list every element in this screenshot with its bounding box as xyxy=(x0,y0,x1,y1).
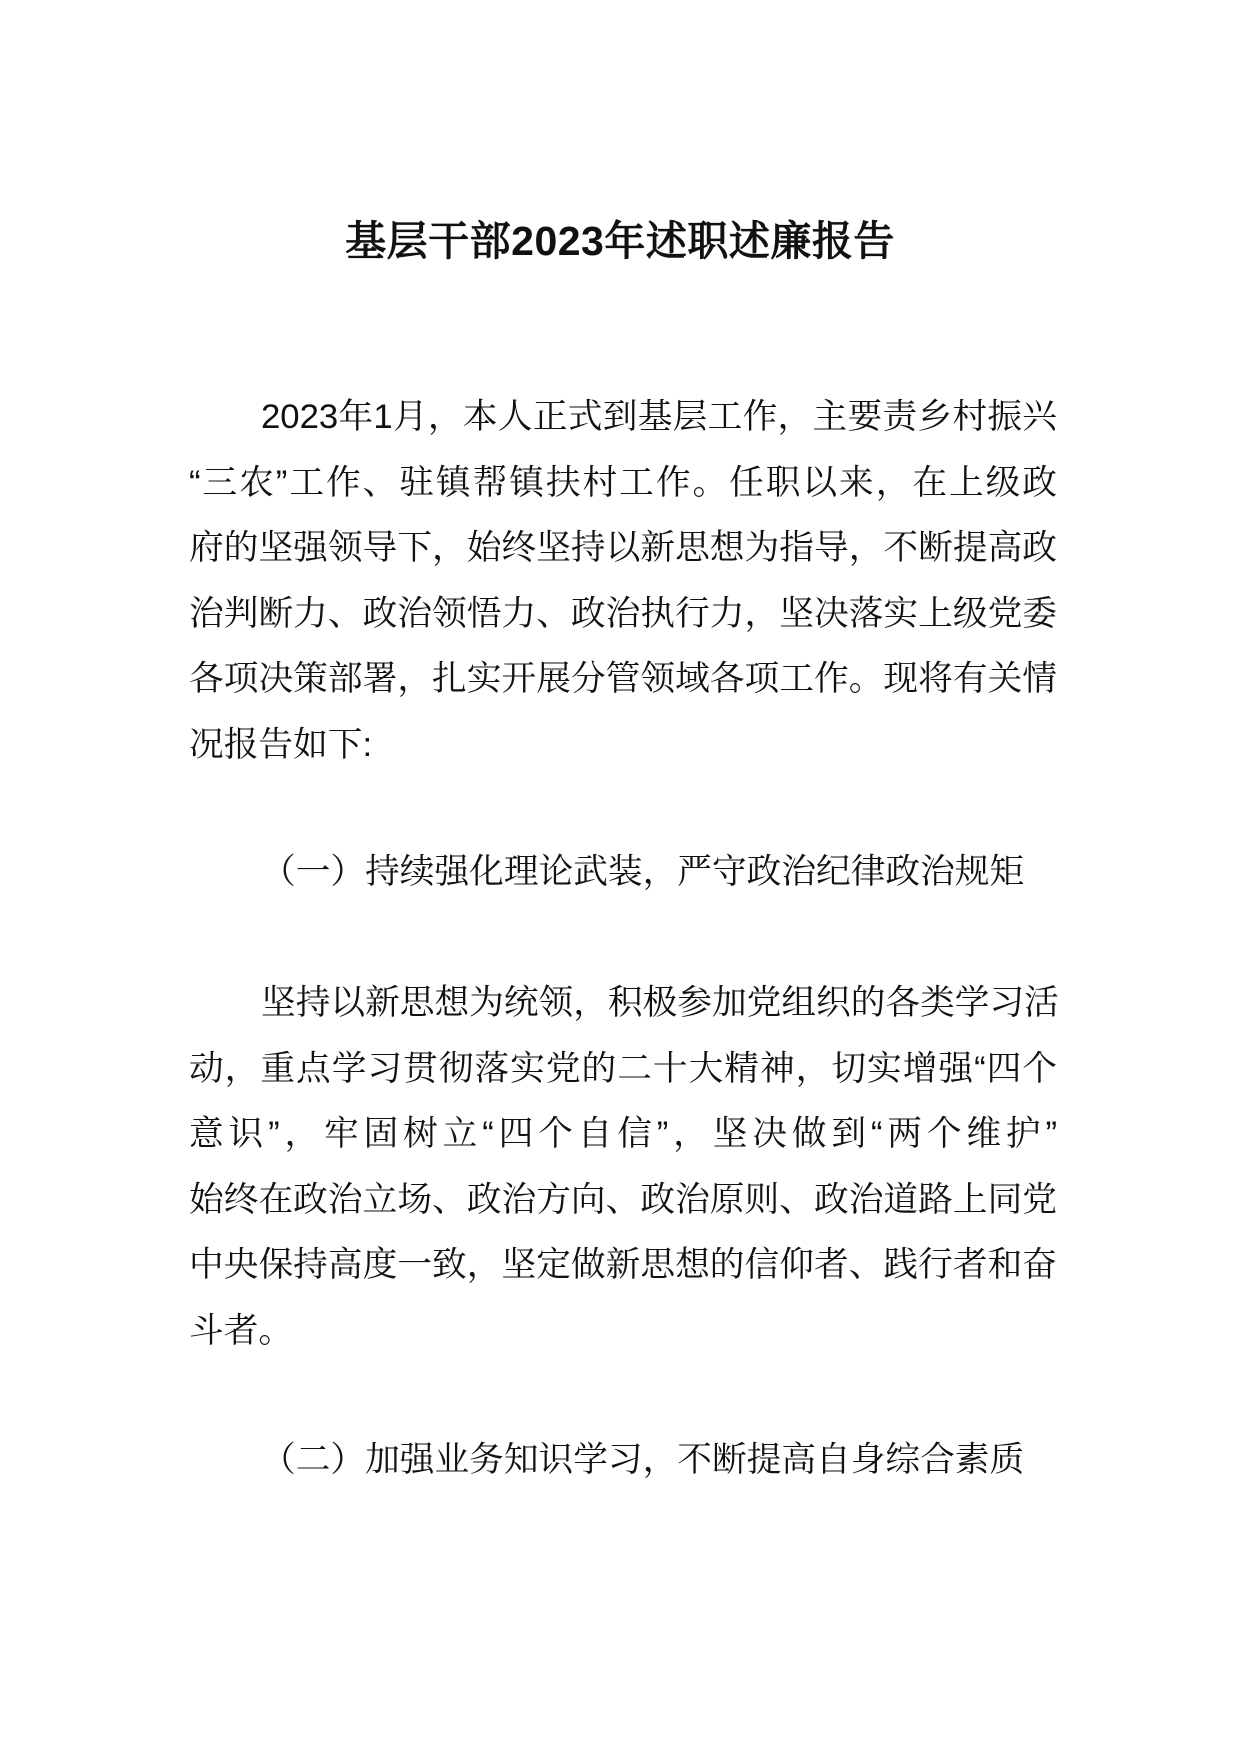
section-heading-1: （一）持续强化理论武装，严守政治纪律政治规矩 xyxy=(261,853,1025,891)
text-line: 2023年1月，本人正式到基层工作，主要责乡村振兴 xyxy=(261,398,1057,436)
section-heading-2: （二）加强业务知识学习，不断提高自身综合素质 xyxy=(261,1441,1025,1479)
text-line: 意识”，牢固树立“四个自信”，坚决做到“两个维护” xyxy=(189,1115,1057,1153)
text-line: 治判断力、政治领悟力、政治执行力，坚决落实上级党委 xyxy=(189,594,1057,633)
text-line: 中央保持高度一致，坚定做新思想的信仰者、践行者和奋 xyxy=(189,1246,1057,1284)
text-line: 动，重点学习贯彻落实党的二十大精神，切实增强“四个 xyxy=(189,1049,1057,1088)
text-line: 斗者。 xyxy=(189,1311,294,1350)
text-line: 坚持以新思想为统领，积极参加党组织的各类学习活 xyxy=(261,984,1059,1022)
text-line: 各项决策部署，扎实开展分管领域各项工作。现将有关情 xyxy=(189,660,1057,698)
text-line: 始终在政治立场、政治方向、政治原则、政治道路上同党 xyxy=(189,1180,1057,1219)
document-title: 基层干部2023年述职述廉报告 xyxy=(345,218,895,264)
text-line: 府的坚强领导下，始终坚持以新思想为指导，不断提高政 xyxy=(189,529,1057,567)
text-line: 况报告如下: xyxy=(189,725,373,764)
paragraph-intro xyxy=(189,385,1057,778)
text-line: “三农”工作、驻镇帮镇扶村工作。任职以来，在上级政 xyxy=(189,463,1057,502)
paragraph-theory xyxy=(189,971,1057,1364)
